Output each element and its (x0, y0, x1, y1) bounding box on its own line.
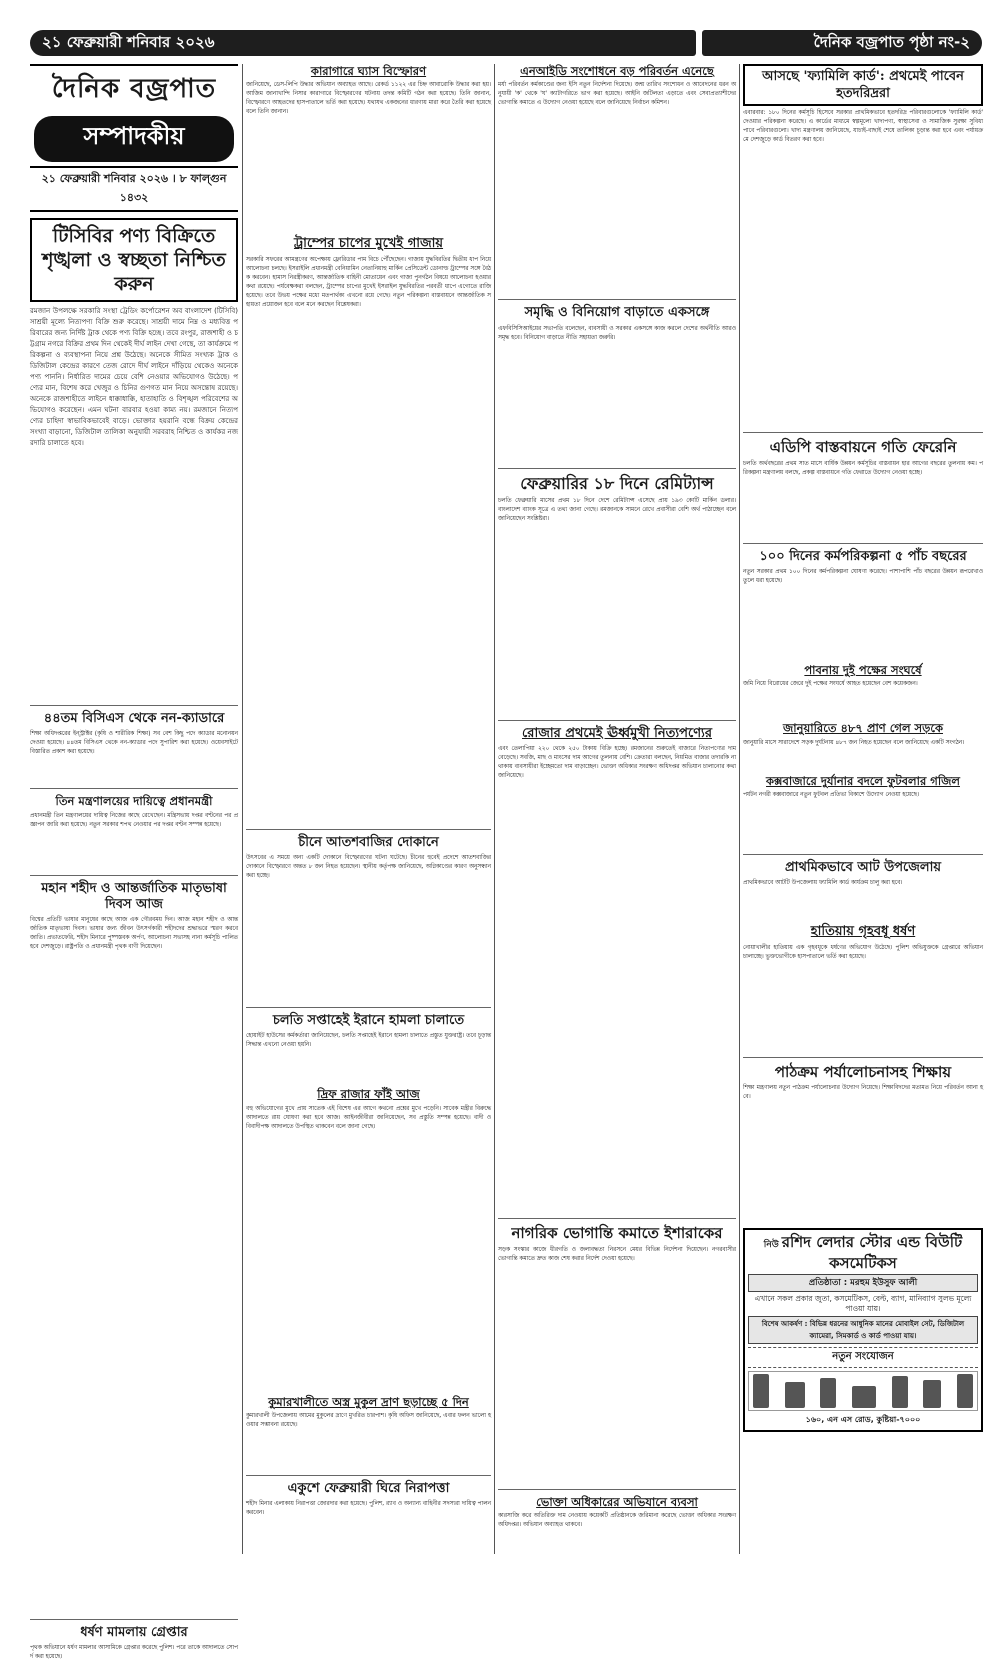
article-body: বিশ্বের প্রতিটি ভাষার মানুষের কাছে আজ এক গৌরবময় দিন। আজ মহান শহীদ ও আন্তর্জাতিক মাতৃভাষা দিবস। ভাষার জন্য জীবন উৎসর্গকারী শহীদদের শ্রদ্ধাভরে স্মরণ করবে জাতি। প্রভাতফেরি, শহীদ মিনারে পুষ্পস্তবক অর্পণ, আলোচনা সভাসহ নানা কর্মসূচি পালিত হবে দেশজুড়ে। রাষ্ট্রপতি ও প্রধানমন্ত্রী পৃথক বাণী দিয়েছেন। (30, 917, 238, 951)
ad-product-images (748, 1371, 978, 1411)
article-body: সরকারি সফরের আমন্ত্রণের অপেক্ষায় ফ্লোরিডার পাম বিচে পৌঁছেছেন। গাজায় যুদ্ধবিরতির দ্বিতীয় ধাপ নিয়ে আলোচনা চলছে। ইসরাইলি প্রধানমন্ত্রী বেনিয়ামিন নেতানিয়াহু মার্কিন প্রেসিডেন্ট ডোনাল্ড ট্রাম্পের সঙ্গে বৈঠক করবেন। হামাস নিরস্ত্রীকরণ, আন্তর্জাতিক বাহিনী মোতায়েন এবং গাজা পুনর্গঠন বিষয়ে আলোচনা হওয়ার কথা রয়েছে। পর্যবেক্ষকরা বলছেন, ট্রাম্পের চাপের মুখেই ইসরাইল যুদ্ধবিরতির পরবর্তী ধাপে এগোতে রাজি হয়েছে। তবে উভয় পক্ষের মধ্যে মতপার্থক্য এখনো রয়ে গেছে। নতুন পরিকল্পনা বাস্তবায়নে আন্তর্জাতিক সহায়তা প্রয়োজন হবে বলে মনে করছেন বিশ্লেষকরা। (246, 256, 491, 308)
headline: নাগরিক ভোগান্তি কমাতে ইশারাকের (511, 1223, 723, 1242)
ad-tag: নিউ (763, 1240, 779, 1251)
page-header-bar (30, 30, 982, 56)
article-body: নতুন সরকার প্রথম ১০০ দিনের কর্মপরিকল্পনা ঘোষণা করেছে। পাশাপাশি পাঁচ বছরের উন্নয়ন রূপরেখাও তুলে ধরা হয়েছে। (743, 569, 983, 584)
headline: সমৃদ্ধি ও বিনিয়োগ বাড়াতে একসঙ্গে (524, 305, 710, 321)
article-body: এবং তেলাপিয়া ২২০ থেকে ২৫০ টাকায় বিক্রি হচ্ছে। রমজানের শুরুতেই বাজারে নিত্যপণ্যের দাম বেড়েছে। সবজি, মাছ ও মাংসের দাম আগের তুলনায় বেশি। ক্রেতারা বলছেন, নিয়মিত বাজার তদারকি না থাকায় ব্যবসায়ীরা ইচ্ছেমতো দাম বাড়াচ্ছেন। ভোক্তা অধিকার সংরক্ষণ অধিদপ্তর অভিযান চালানোর কথা জানিয়েছে। (498, 745, 736, 779)
phone-icon (820, 1378, 836, 1408)
article-body: নোয়াখালীর হাতিয়ায় এক গৃহবধূকে ধর্ষণের অভিযোগ উঠেছে। পুলিশ অভিযুক্তকে গ্রেপ্তারে অভিযান চালাচ্ছে। ভুক্তভোগীকে হাসপাতালে ভর্তি করা হয়েছে। (743, 944, 983, 960)
ad-highlight: বিশেষ আকর্ষণ : বিভিন্ন ধরনের আধুনিক মানের মোবাইল সেট, ডিজিটাল ক্যামেরা, সিমকার্ড ও কার্ড পাওয়া যায়। (748, 1316, 978, 1344)
article-body: প্রধানমন্ত্রী তিন মন্ত্রণালয়ের দায়িত্ব নিজের কাছে রেখেছেন। মন্ত্রিসভায় দপ্তর বণ্টনের পর প্রজ্ঞাপন জারি করা হয়েছে। নতুন সরকার শপথ নেওয়ার পর দপ্তর বণ্টন সম্পন্ন হয়েছে। (30, 812, 238, 828)
article-body: শিক্ষা অধিদপ্তরের ইন্স্ট্রাক্টর (কৃষি ও শারীরিক শিক্ষা) সব বেশ কিছু পদে ক্যাডার মনোনয়ন দেওয়া হয়েছে। ৪৪তম বিসিএস থেকে নন-ক্যাডার পদে সুপারিশ করা হয়েছে। ওয়েবসাইটে বিস্তারিত প্রকাশ করা হয়েছে। (30, 731, 238, 756)
headline: ভোক্তা অধিকারের অভিযানে ব্যবসা (536, 1494, 698, 1509)
article-body: শিক্ষা মন্ত্রণালয় নতুন পাঠক্রম পর্যালোচনার উদ্যোগ নিয়েছে। শিক্ষাবিদদের মতামত নিয়ে পরিবর্তন আনা হবে। (743, 1085, 983, 1101)
ad-founder: প্রতিষ্ঠাতা : মরহুম ইউসুফ আলী (748, 1274, 978, 1292)
article-body: হোয়াইট হাউসের কর্মকর্তারা জানিয়েছেন, চলতি সপ্তাহেই ইরানে হামলা চালাতে প্রস্তুত যুক্তরাষ্ট্র। তবে চূড়ান্ত সিদ্ধান্ত এখনো নেওয়া হয়নি। (246, 1033, 491, 1049)
headline: চীনে আতশবাজির দোকানে (298, 834, 439, 850)
headline: পাঠক্রম পর্যালোচনাসহ শিক্ষায় (774, 1062, 952, 1081)
article-body: চলতি অর্থবছরের প্রথম সাত মাসে বার্ষিক উন্নয়ন কর্মসূচির বাস্তবায়ন হার আগের বছরের তুলনায় কম। পরিকল্পনা মন্ত্রণালয় বলছে, প্রকল্প বাস্তবায়নে গতি ফেরাতে উদ্যোগ নেওয়া হচ্ছে। (743, 460, 983, 476)
article-body: এফবিসিসিআইয়ের সভাপতি বলেছেন, ব্যবসায়ী ও সরকার একসঙ্গে কাজ করলে দেশের অর্থনীতি আরও সমৃদ্ধ হবে। বিনিয়োগ বাড়াতে নীতি সহায়তা জরুরি। (498, 325, 736, 341)
article-body: উৎসবের এ সময়ে অন্য একটি দোকানে বিস্ফোরণের ঘটনা ঘটেছে। চীনের হুবেই প্রদেশে আতশবাজির দোকানে বিস্ফোরণে অন্তত ৮ জন নিহত হয়েছেন। স্থানীয় কর্তৃপক্ষ জানিয়েছে, অগ্নিকাণ্ডের কারণ অনুসন্ধান করা হচ্ছে। (246, 854, 491, 879)
headline: তিন মন্ত্রণালয়ের দায়িত্বে প্রধানমন্ত্রী (55, 794, 213, 809)
dateline: ২১ ফেব্রুয়ারী শনিবার ২০২৬ । ৮ ফাল্গুন ১৪৩২ (30, 166, 238, 212)
headline: আসছে 'ফ্যামিলি কার্ড': প্রথমেই পাবেন হতদরিদ্ররা (743, 64, 983, 106)
article-body: সড়ক সংস্কার কাজে ধীরগতি ও জলাবদ্ধতা নিরসনে মেয়র বিভিন্ন নির্দেশনা দিয়েছেন। নগরবাসীর ভোগান্তি কমাতে দ্রুত কাজ শেষ করার নির্দেশ দেওয়া হয়েছে। (498, 1246, 736, 1262)
headline: ৪৪তম বিসিএস থেকে নন-ক্যাডারে (43, 711, 225, 726)
column-2 (246, 64, 491, 1540)
phone-icon (892, 1376, 908, 1408)
headline: কুমারখালীতে অস্ত্র মুকুল দ্রাণ ছড়াচ্ছে ৫ দিন (268, 1394, 469, 1409)
headline: এনআইডি সংশোধনে বড় পরিবর্তন এনেছে (520, 64, 714, 78)
editorial-body: রমজান উপলক্ষে সরকারি সংস্থা ট্রেডিং কর্পোরেশন অব বাংলাদেশ (টিসিবি) সাশ্রয়ী মূল্যে নিত্যপণ্য বিক্রি শুরু করেছে। সাশ্রয়ী দামে নিম্ন ও মধ্যবিত্ত পরিবারের জন্য নির্দিষ্ট ট্রাক থেকে পণ্য বিক্রি হচ্ছে। তবে রংপুর, রাজশাহী ও চট্টগ্রাম নগরে বিক্রির প্রথম দিন থেকেই দীর্ঘ লাইন দেখা গেছে, তা কার্যক্রমে পরিকল্পনা ও ব্যবস্থাপনা নিয়ে প্রশ্ন উঠেছে। অনেকে সীমিত সংখ্যক ট্রাক ও ডিজিটাল কেন্দ্রের কারণে তেজ রোদে দীর্ঘ লাইনে দাঁড়িয়ে থেকেও অনেকে পণ্য পাননি। নির্ধারিত দামের চেয়ে বেশি নেওয়ার অভিযোগও উঠেছে। পণ্যের মান, বিশেষ করে খেজুর ও চিনির গুণগত মান নিয়ে অসন্তোষ রয়েছে। অনেকে রাজশাহীতে লাইনে ধাক্কাধাক্কি, হাতাহাতি ও বিশৃঙ্খল পরিবেশের অভিযোগও করেছেন। এমন ঘটনা বারবার হওয়া কাম্য নয়। রমজানে নিত্যপণ্যের চাহিদা স্বাভাবিকভাবেই বাড়ে। ভোক্তার হয়রানি বন্ধে বিক্রয় কেন্দ্রের সংখ্যা বাড়ানো, ডিজিটাল তালিকা অনুযায়ী সরবরাহ নিশ্চিত ও কার্যকর নজরদারি চালাতে হবে। (30, 307, 239, 447)
column-3 (498, 64, 736, 1592)
camera-icon (852, 1386, 876, 1408)
editorial-title: টিসিবির পণ্য বিক্রিতে শৃঙ্খলা ও স্বচ্ছতা নিশ্চিত করুন (30, 218, 238, 302)
article-body: জমি নিয়ে বিরোধের জেরে দুই পক্ষের সংঘর্ষে আহত হয়েছেন বেশ কয়েকজন। (743, 681, 918, 688)
ad-subhead: নতুন সংযোজন (748, 1347, 978, 1368)
headline: হাতিয়ায় গৃহবধূ ধর্ষণ (810, 924, 916, 940)
header-page-number: দৈনিক বজ্রপাত পৃষ্ঠা নং-২ (702, 30, 982, 56)
column-4 (743, 64, 983, 1432)
headline: একুশে ফেব্রুয়ারী ঘিরে নিরাপত্তা (287, 1480, 450, 1496)
headline: প্রাথমিকভাবে আট উপজেলায় (784, 860, 942, 876)
column-divider (494, 64, 495, 1554)
phone-icon (753, 1374, 769, 1408)
headline: রোজার প্রথমেই ঊর্ধ্বমুখী নিত্যপণ্যের (522, 725, 712, 741)
ad-address: ১৬০, এন এস রোড, কুষ্টিয়া-৭০০০ (805, 1415, 921, 1425)
article-body: জানিয়েছে, ডেস-লিপি উদ্ধার অভিযান অব্যাহত আছে। রেকর্ড ১১২২ এর চিহ্ন আবারোকি উদ্ধার করা হয়। আজিম জানাখান্দি নিসার কারাগারে বিস্ফোরণের ঘটনায় তদন্ত কমিটি গঠন করা হয়েছে। তিনি জানান, বিস্ফোরণে আহতদের হাসপাতালে ভর্তি করা হয়েছে। যথাযথ একজনের ধারণায় মারা করে তৈরি করা হয়েছে বলে তিনি জানান। (246, 82, 491, 116)
headline: চলতি সপ্তাহেই ইরানে হামলা চালাতে (272, 1012, 465, 1028)
headline: এডিপি বাস্তবায়নে গতি ফেরেনি (769, 438, 957, 456)
ad-title-text: রশিদ লেদার স্টোর এন্ড বিউটি কসমেটিকস (781, 1233, 963, 1273)
camera-icon (785, 1382, 805, 1408)
section-banner-editorial: সম্পাদকীয় (34, 116, 234, 162)
headline: কারাগারে ঘ্যাস বিস্ফোরণ (310, 64, 427, 78)
headline: জানুয়ারিতে ৪৮৭ প্রাণ গেল সড়কে (783, 721, 943, 736)
article-body: এবারবার: ১৮০ দিনের কর্মসূচি হিসেবে সরকার প্রাথমিকভাবে হতদরিদ্র পরিবারগুলোকে 'ফ্যামিলি কার্ড' দেওয়ার পরিকল্পনা করেছে। এ কার্ডের মাধ্যমে স্বল্পমূল্যে খাদ্যপণ্য, স্বাস্থ্যসেবা ও সামাজিক সুরক্ষা সুবিধা পাবে পরিবারগুলো। খাদ্য মন্ত্রণালয় জানিয়েছে, যাচাই-বাছাই শেষে তালিকা চূড়ান্ত করা হবে এবং পর্যায়ক্রমে দেশজুড়ে কার্ড বিতরণ করা হবে। (743, 110, 983, 143)
headline: ধর্ষণ মামলায় গ্রেপ্তার (80, 1625, 188, 1641)
newspaper-name: দৈনিক বজ্রপাত (51, 74, 217, 104)
article-body: পর্যটন নগরী কক্সবাজারে নতুন ফুটবল প্রতিভা বিকাশে উদ্যোগ নেওয়া হয়েছে। (743, 792, 920, 799)
column-1 (30, 64, 238, 1674)
headline: পাবনায় দুই পক্ষের সংঘর্ষে (804, 663, 922, 677)
ad-title (748, 1233, 978, 1272)
article-body: কারসাজি করে অতিরিক্ত দাম নেওয়ায় কয়েকটি প্রতিষ্ঠানকে জরিমানা করেছে ভোক্তা অধিকার সংরক্ষণ অধিদপ্তর। অভিযান অব্যাহত থাকবে। (498, 1513, 736, 1528)
headline: ফেব্রুয়ারির ১৮ দিনে রেমিট্যান্স (520, 473, 714, 493)
advertisement-box (743, 1228, 983, 1432)
headline: ১০০ দিনের কর্মপরিকল্পনা ৫ পাঁচ বছরের (759, 548, 967, 564)
article-body: পৃথক অভিযানে ধর্ষণ মামলার আসামিকে গ্রেপ্তার করেছে পুলিশ। পরে তাকে আদালতে সোপর্দ করা হয়েছে। (30, 1645, 238, 1661)
article-body: কুমারখালী উপজেলায় আমের মুকুলের দ্রাণে মুখরিত চারপাশ। কৃষি অফিস জানিয়েছে, এবার ফলন ভালো হওয়ার সম্ভাবনা রয়েছে। (246, 1412, 491, 1428)
ad-description: এখানে সকল প্রকার জুতা, কসমেটিকস, বেল্ট, ব্যাগ, মানিব্যাগ সুলভ মূল্যে পাওয়া যায়। (754, 1294, 972, 1314)
column-divider (739, 64, 740, 1554)
masthead (30, 64, 238, 112)
article-body: চলতি ফেব্রুয়ারি মাসের প্রথম ১৮ দিনে দেশে রেমিট্যান্স এসেছে প্রায় ১৯৩ কোটি মার্কিন ডলার। বাংলাদেশ ব্যাংক সূত্রে এ তথ্য জানা গেছে। রমজানকে সামনে রেখে প্রবাসীরা বেশি অর্থ পাঠাচ্ছেন বলে জানিয়েছেন সংশ্লিষ্টরা। (498, 497, 736, 522)
article-body: জানুয়ারি মাসে সারাদেশে সড়ক দুর্ঘটনায় ৪৮৭ জন নিহত হয়েছেন বলে জানিয়েছে একটি সংগঠন। (743, 739, 965, 746)
headline: কক্সবাজারে দুর্যানার বদলে ফুটবলার গজিল (766, 773, 960, 788)
headline: ট্রাম্পের চাপের মুখেই গাজায় (293, 236, 444, 252)
headline: দ্রিফ রাজার ফাঁই আজ (317, 1087, 420, 1102)
article-body: শহীদ মিনার এলাকায় নিরাপত্তা জোরদার করা হয়েছে। পুলিশ, র‌্যাব ও অন্যান্য বাহিনীর সদস্যরা দায়িত্ব পালন করবেন। (246, 1501, 491, 1517)
article-body: বহু অভিযোগের মুখে প্রায় সাতেক এই বিশেষ এর আগে কথনো প্রশ্নের মুখে পড়েনি। সাবেক মন্ত্রীর বিরুদ্ধে আদালতে রায় ঘোষণা করা হবে আজ। আইনজীবীরা জানিয়েছেন, সব প্রস্তুতি সম্পন্ন হয়েছে। বাদী ও বিবাদীপক্ষ আদালতে উপস্থিত থাকবেন বলে জানা গেছে। (246, 1105, 491, 1130)
headline: মহান শহীদ ও আন্তর্জাতিক মাতৃভাষা দিবস আজ (41, 880, 227, 912)
phone-icon (957, 1374, 973, 1408)
camera-icon (923, 1380, 941, 1408)
article-body: মর্যা পরিবর্তন কর্মকাণ্ডের জন্য ইসি নতুন নির্দেশনা দিয়েছে। জন্ম তারিখ সংশোধন ও আবেদনের ধরন অনুযায়ী 'ক' থেকে 'ঘ' ক্যাটাগরিতে ভাগ করা হয়েছে। আইনি জটিলতা এড়াতে এবং সেবাপ্রত্যাশীদের ভোগান্তি কমাতে এ উদ্যোগ নেওয়া হয়েছে বলে জানিয়েছে নির্বাচন কমিশন। (498, 82, 736, 107)
header-date: ২১ ফেব্রুয়ারী শনিবার ২০২৬ (30, 30, 696, 56)
article-body: প্রাথমিকভাবে আটটি উপজেলায় ফ্যামিলি কার্ড কার্যক্রম চালু করা হবে। (743, 880, 903, 887)
column-divider (242, 64, 243, 1554)
